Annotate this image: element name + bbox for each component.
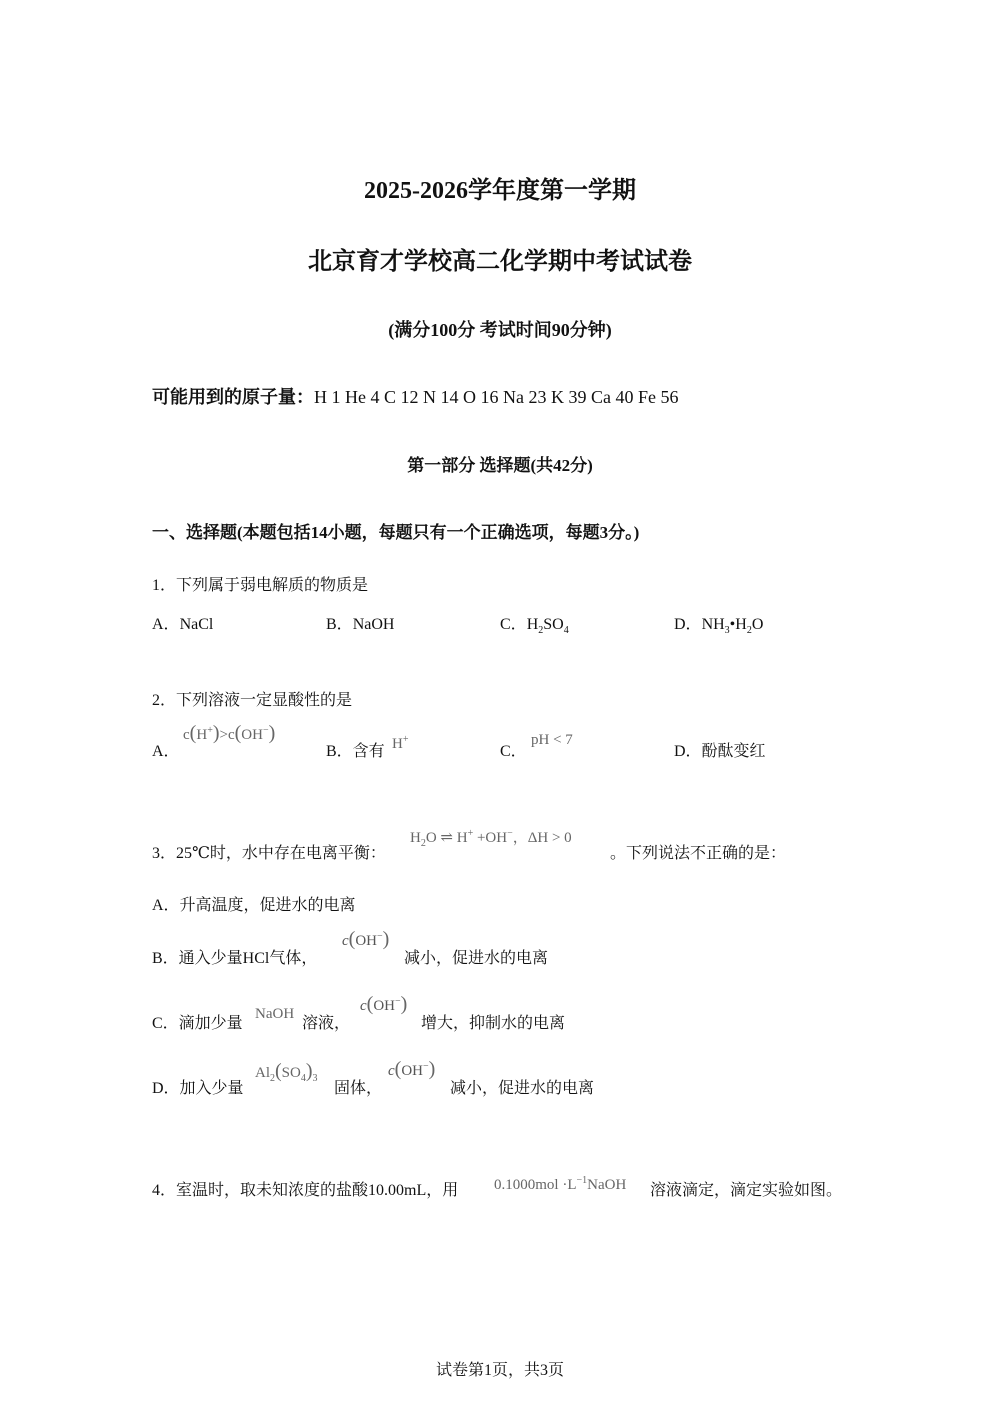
q3-option-b-prefix: B．通入少量HCl气体， (152, 950, 318, 967)
q2-option-c-label: C． (500, 743, 527, 760)
q2-stem: 2．下列溶液一定显酸性的是 (152, 692, 353, 709)
q3-option-b-formula: c(OH−) (342, 928, 390, 950)
q3-option-c-mid: 溶液， (302, 1015, 351, 1032)
q2-option-b-formula: H+ (392, 734, 409, 752)
exam-info: (满分100分 考试时间90分钟) (388, 320, 612, 340)
q4-concentration-formula: $0.1000mol \cdot L^{-1}NaOH$ (494, 1175, 627, 1193)
q1-option-a (152, 611, 213, 634)
section1-title: 一、选择题(本题包括14小题，每题只有一个正确选项，每题3分。) (152, 523, 640, 542)
q3-option-a: A．升高温度，促进水的电离 (152, 897, 356, 914)
q2-option-a (152, 738, 180, 761)
q1-option-a-text: NaCl (179, 616, 214, 633)
q2-option-c (500, 738, 527, 761)
atomic-masses-values: H 1 He 4 C 12 N 14 O 16 Na 23 K 39 Ca 40 Fe 56 (314, 387, 679, 407)
atomic-masses-label: 可能用到的原子量： (152, 387, 314, 407)
q2-option-b-label: B．含有 (326, 743, 385, 760)
q2-option-b (326, 738, 385, 761)
q1-option-b-label: B． (326, 616, 353, 633)
q3-option-d-salt: $Al_2(SO_4)_3$ (255, 1060, 318, 1084)
q4-stem-suffix: 溶液滴定，滴定实验如图。 (650, 1182, 843, 1199)
q2-option-d (674, 738, 766, 761)
q3-option-c-prefix: C．滴加少量 (152, 1015, 243, 1032)
q1-option-a-label: A． (152, 616, 180, 633)
q1-stem: 1．下列属于弱电解质的物质是 (152, 577, 369, 594)
q1-option-b-text: NaOH (352, 616, 395, 633)
q2-option-d-label: D．酚酞变红 (674, 743, 766, 760)
q1-option-d (674, 611, 763, 636)
q2-option-a-formula: c(H+)>c(OH−) (183, 722, 276, 744)
q3-option-d-mid: 固体， (334, 1080, 383, 1097)
q3-option-d-prefix: D．加入少量 (152, 1080, 244, 1097)
q3-option-c-suffix: 增大，抑制水的电离 (421, 1015, 566, 1032)
q2-option-c-formula: pH < 7 (531, 732, 573, 748)
q3-option-c-naoh: NaOH (255, 1006, 295, 1022)
q3-stem-suffix: 。下列说法不正确的是： (610, 845, 787, 862)
q3-option-b-suffix: 减小，促进水的电离 (404, 950, 549, 967)
q4-stem-prefix: 4．室温时，取未知浓度的盐酸10.00mL，用 (152, 1182, 459, 1199)
page-footer: 试卷第1页，共3页 (435, 1362, 564, 1379)
q3-stem-prefix: 3．25℃时，水中存在电离平衡： (152, 845, 386, 862)
q1-option-c-label: C． (500, 616, 527, 633)
q1-option-c (500, 611, 569, 636)
part1-title: 第一部分 选择题(共42分) (407, 456, 593, 475)
q2-option-a-label: A． (152, 743, 180, 760)
q1-option-c-formula: $H_2SO_4$ (526, 616, 569, 637)
q1-option-d-formula: $NH_3•H_2O$ (701, 616, 764, 637)
q3-option-c-formula: c(OH−) (360, 993, 408, 1015)
q3-option-d-suffix: 减小，促进水的电离 (450, 1080, 595, 1097)
q3-equilibrium-formula: $H_2O$ ⇌ H+ +OH−，ΔH > 0 (410, 828, 572, 849)
exam-title-year: 2025-2026学年度第一学期 (364, 178, 636, 204)
exam-title-school: 北京育才学校高二化学期中考试试卷 (308, 249, 692, 275)
q1-option-b (326, 611, 394, 634)
q3-option-d-formula: c(OH−) (388, 1058, 436, 1080)
q1-option-d-label: D． (674, 616, 702, 633)
atomic-masses-line (152, 383, 678, 409)
